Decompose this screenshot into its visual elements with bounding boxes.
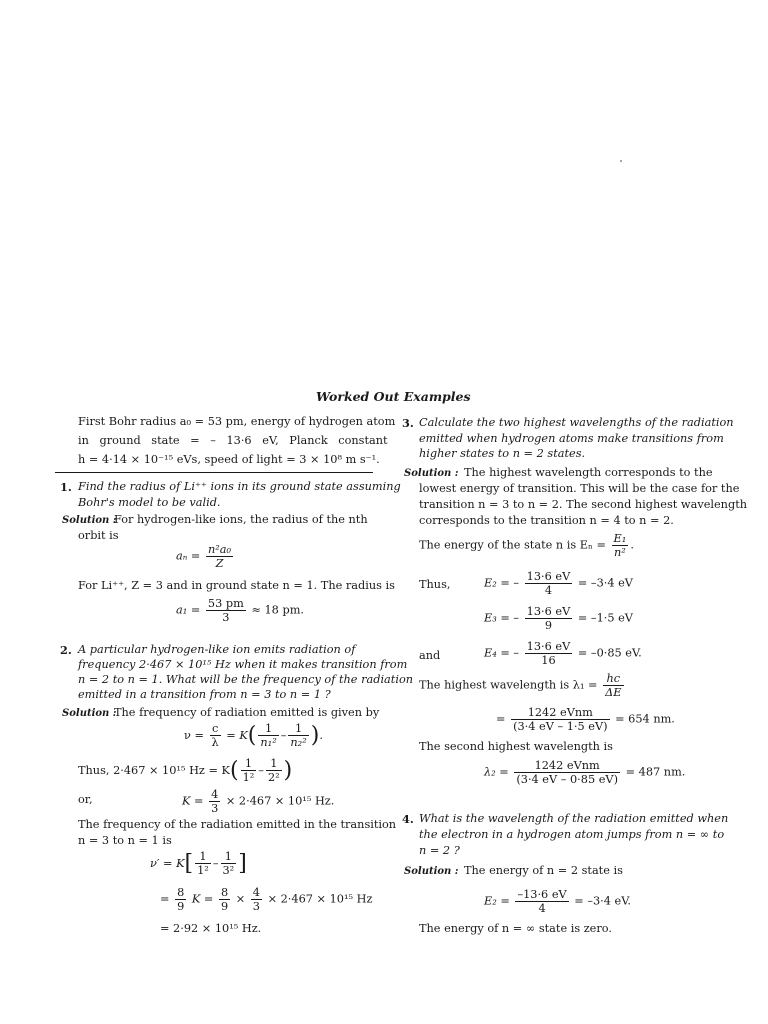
fraction [221,850,237,877]
fraction [288,722,308,749]
formula-lhs: E₃ = – [484,611,520,625]
energy-e4 [484,640,642,667]
numerator: 1 [258,722,278,736]
question-number: 1. [60,480,72,494]
solution-text: corresponds to the transition n = 4 to n = 2. [419,514,674,527]
formula-lhs: ν′ = K [150,856,185,870]
fraction [209,788,220,815]
fraction [525,570,573,597]
fraction [206,543,233,570]
denominator: (3·4 eV – 0·85 eV) [516,773,618,786]
energy-formula: The energy of the state n is Eₙ = $\frac{\text{E₁}}{\text{n²}}$ . [419,532,634,559]
denominator: 2² [267,771,280,785]
section-divider [55,472,373,473]
fraction [210,722,221,749]
fraction [511,706,609,733]
question-number: 3. [402,416,414,430]
formula-rhs: = –3·4 eV. [574,894,632,908]
formula-rhs: = –3·4 eV [577,576,633,590]
question-text: Calculate the two highest wavelengths of the radiation [419,416,734,429]
solution-text: n = 3 to n = 1 is [78,834,172,847]
denominator: n² [614,546,626,559]
numerator: 8 [177,886,185,899]
denominator: 9 [220,900,229,913]
denominator: 1² [197,864,209,878]
numerator: 53 pm [207,597,244,610]
solution-text: The energy of n = ∞ state is zero. [419,922,612,935]
formula-lhs: aₙ = [176,549,201,563]
numerator: 13·6 eV [526,570,571,583]
denominator: λ [211,736,219,750]
k-equation [182,788,334,815]
formula-rhs: = 487 nm. [625,765,686,779]
denominator: 1² [242,771,255,785]
solution-label: Solution : [62,515,117,526]
denominator: n₂² [290,736,307,750]
numerator: –13·6 eV [517,888,567,901]
question-text: higher states to n = 2 states. [419,447,586,460]
denominator: 3² [222,864,235,878]
fraction [515,888,568,915]
solution-label: Solution : [62,708,117,719]
equals-sign: = [496,712,506,726]
and-label: and [419,649,441,662]
intro-line: h = 4·14 × 10⁻¹⁵ eVs, speed of light = 3 × 10⁸ m s⁻¹. [78,453,380,466]
question-text: emitted when hydrogen atoms make transitions from [419,432,724,445]
formula-lhs: ν = [184,728,204,742]
numerator: 4 [211,788,219,801]
numerator: 8 [220,886,229,899]
numerator: 4 [252,886,260,899]
denominator: Z [215,557,224,570]
fraction [195,850,211,877]
question-text: n = 2 ? [419,844,460,857]
numerator: c [210,722,221,736]
fraction [251,886,262,913]
formula-rhs: × 2·467 × 10¹⁵ Hz. [225,794,335,808]
fraction [219,886,230,913]
numerator: 1 [221,850,237,864]
formula-mid: K = [191,892,214,906]
solution-text: The frequency of radiation emitted is given by [114,706,380,719]
fraction [514,759,620,786]
denominator: (3·4 eV – 1·5 eV) [513,720,608,733]
fraction [266,757,282,784]
thus-label: Thus, [419,578,451,591]
numerator: 1 [195,850,211,864]
numerator: 13·6 eV [526,605,571,618]
second-wavelength-calc [484,759,685,786]
numerator: 1 [241,757,257,771]
fraction [241,757,257,784]
formula-rhs: × 2·467 × 10¹⁵ Hz [267,892,373,906]
frequency-equation: Thus, 2·467 × 10¹⁵ Hz = K( $\frac{1}{\text{1²}}$ – $\frac{1}{\text{2²}}$ ) [78,757,293,785]
solution-text: The frequency of the radiation emitted in the transition [78,818,397,831]
numerator: 13·6 eV [526,640,571,653]
times-sign: × [235,892,246,906]
page-title: Worked Out Examples [316,389,471,404]
solution-label: Solution : [404,866,459,877]
or-label: or, [78,793,93,806]
fraction [603,672,623,699]
formula-lhs: a₁ = [176,603,201,617]
solution-text: For hydrogen-like ions, the radius of the nth [114,513,368,526]
energy-e3 [484,605,633,632]
denominator: 4 [538,902,546,915]
numerator: n²a₀ [207,543,232,556]
question-number: 2. [60,643,72,657]
formula-lhs: The highest wavelength is λ₁ = [419,678,598,692]
denominator: ΔE [605,686,622,699]
question-text: A particular hydrogen-like ion emits radiation of [78,643,356,656]
denominator: 9 [177,900,185,913]
fraction [258,722,278,749]
frequency-formula: ν = $\frac{c}{\lambda}$ = K( $\frac{1}{\text{n₁²}}$ – $\frac{1}{\text{n₂²}}$ ). [184,722,323,750]
denominator: 3 [222,611,230,624]
denominator: 3 [252,900,260,913]
question-text: the electron in a hydrogen atom jumps from n = ∞ to [419,828,725,841]
formula-lhs: E₂ = [484,894,510,908]
numerator: hc [603,672,623,686]
formula-rhs: = 654 nm. [615,712,675,726]
question-text: n = 2 to n = 1. What will be the frequency of the radiation [78,673,414,686]
solution-text: The second highest wavelength is [419,740,613,753]
intro-line: First Bohr radius a₀ = 53 pm, energy of hydrogen atom [78,415,396,428]
numerator: 1242 eVnm [511,706,609,720]
formula-rhs: ≈ 18 pm. [251,603,304,617]
solution-text: The energy of n = 2 state is [464,864,623,877]
formula-rhs: = –0·85 eV. [577,646,642,660]
numerator: E₁ [613,532,627,545]
denominator: 9 [544,619,553,632]
denominator: 3 [211,802,219,815]
question-text: emitted in a transition from n = 3 to n = 1 ? [78,688,331,701]
formula-lhs: The energy of the state n is Eₙ = [419,538,606,552]
question-text: What is the wavelength of the radiation emitted when [419,812,729,825]
radius-formula [176,543,235,570]
denominator: 4 [544,584,553,597]
highest-wavelength-calc [496,706,675,733]
formula-mid: = K [226,728,248,742]
fraction [612,532,629,559]
numerator: 1 [288,722,308,736]
solution-text: lowest energy of transition. This will be the case for the [419,482,740,495]
question-text: Find the radius of Li⁺⁺ ions in its ground state assuming [78,480,401,493]
energy-e2-formula [484,888,631,915]
formula-rhs: = –1·5 eV [577,611,633,625]
fraction [206,597,246,624]
fraction [525,640,573,667]
numerator: 1 [266,757,282,771]
formula-lhs: K = [182,794,204,808]
solution-text: The highest wavelength corresponds to the [464,466,713,479]
question-text: frequency 2·467 × 10¹⁵ Hz when it makes transition from [78,658,408,671]
solution-label: Solution : [404,468,459,479]
frequency-transition: ν′ = K[ $\frac{1}{\text{1²}}$ – $\frac{1}{\text{3²}}$ ] [150,850,247,878]
scan-speck [620,160,622,162]
numerator: 1242 eVnm [514,759,620,773]
fraction [175,886,186,913]
denominator: 16 [541,654,556,667]
highest-wavelength-formula [419,672,626,699]
frequency-result: = 2·92 × 10¹⁵ Hz. [160,922,262,935]
formula-lhs: λ₂ = [484,765,509,779]
question-text: Bohr's model to be valid. [78,496,221,509]
intro-line: in ground state = – 13·6 eV, Planck constant [78,434,388,447]
denominator: n₁² [260,736,277,750]
solution-text: For Li⁺⁺, Z = 3 and in ground state n = 1. The radius is [78,579,395,592]
solution-text: transition n = 3 to n = 2. The second highest wavelength [419,498,748,511]
fraction [525,605,573,632]
radius-result [176,597,304,624]
solution-text: orbit is [78,529,119,542]
formula-lhs: E₄ = – [484,646,520,660]
question-number: 4. [402,812,414,826]
formula-lhs: Thus, 2·467 × 10¹⁵ Hz = K [78,763,230,777]
equals-sign: = [160,892,170,906]
energy-e2 [484,570,633,597]
formula-lhs: E₂ = – [484,576,520,590]
frequency-calculation [160,886,372,913]
